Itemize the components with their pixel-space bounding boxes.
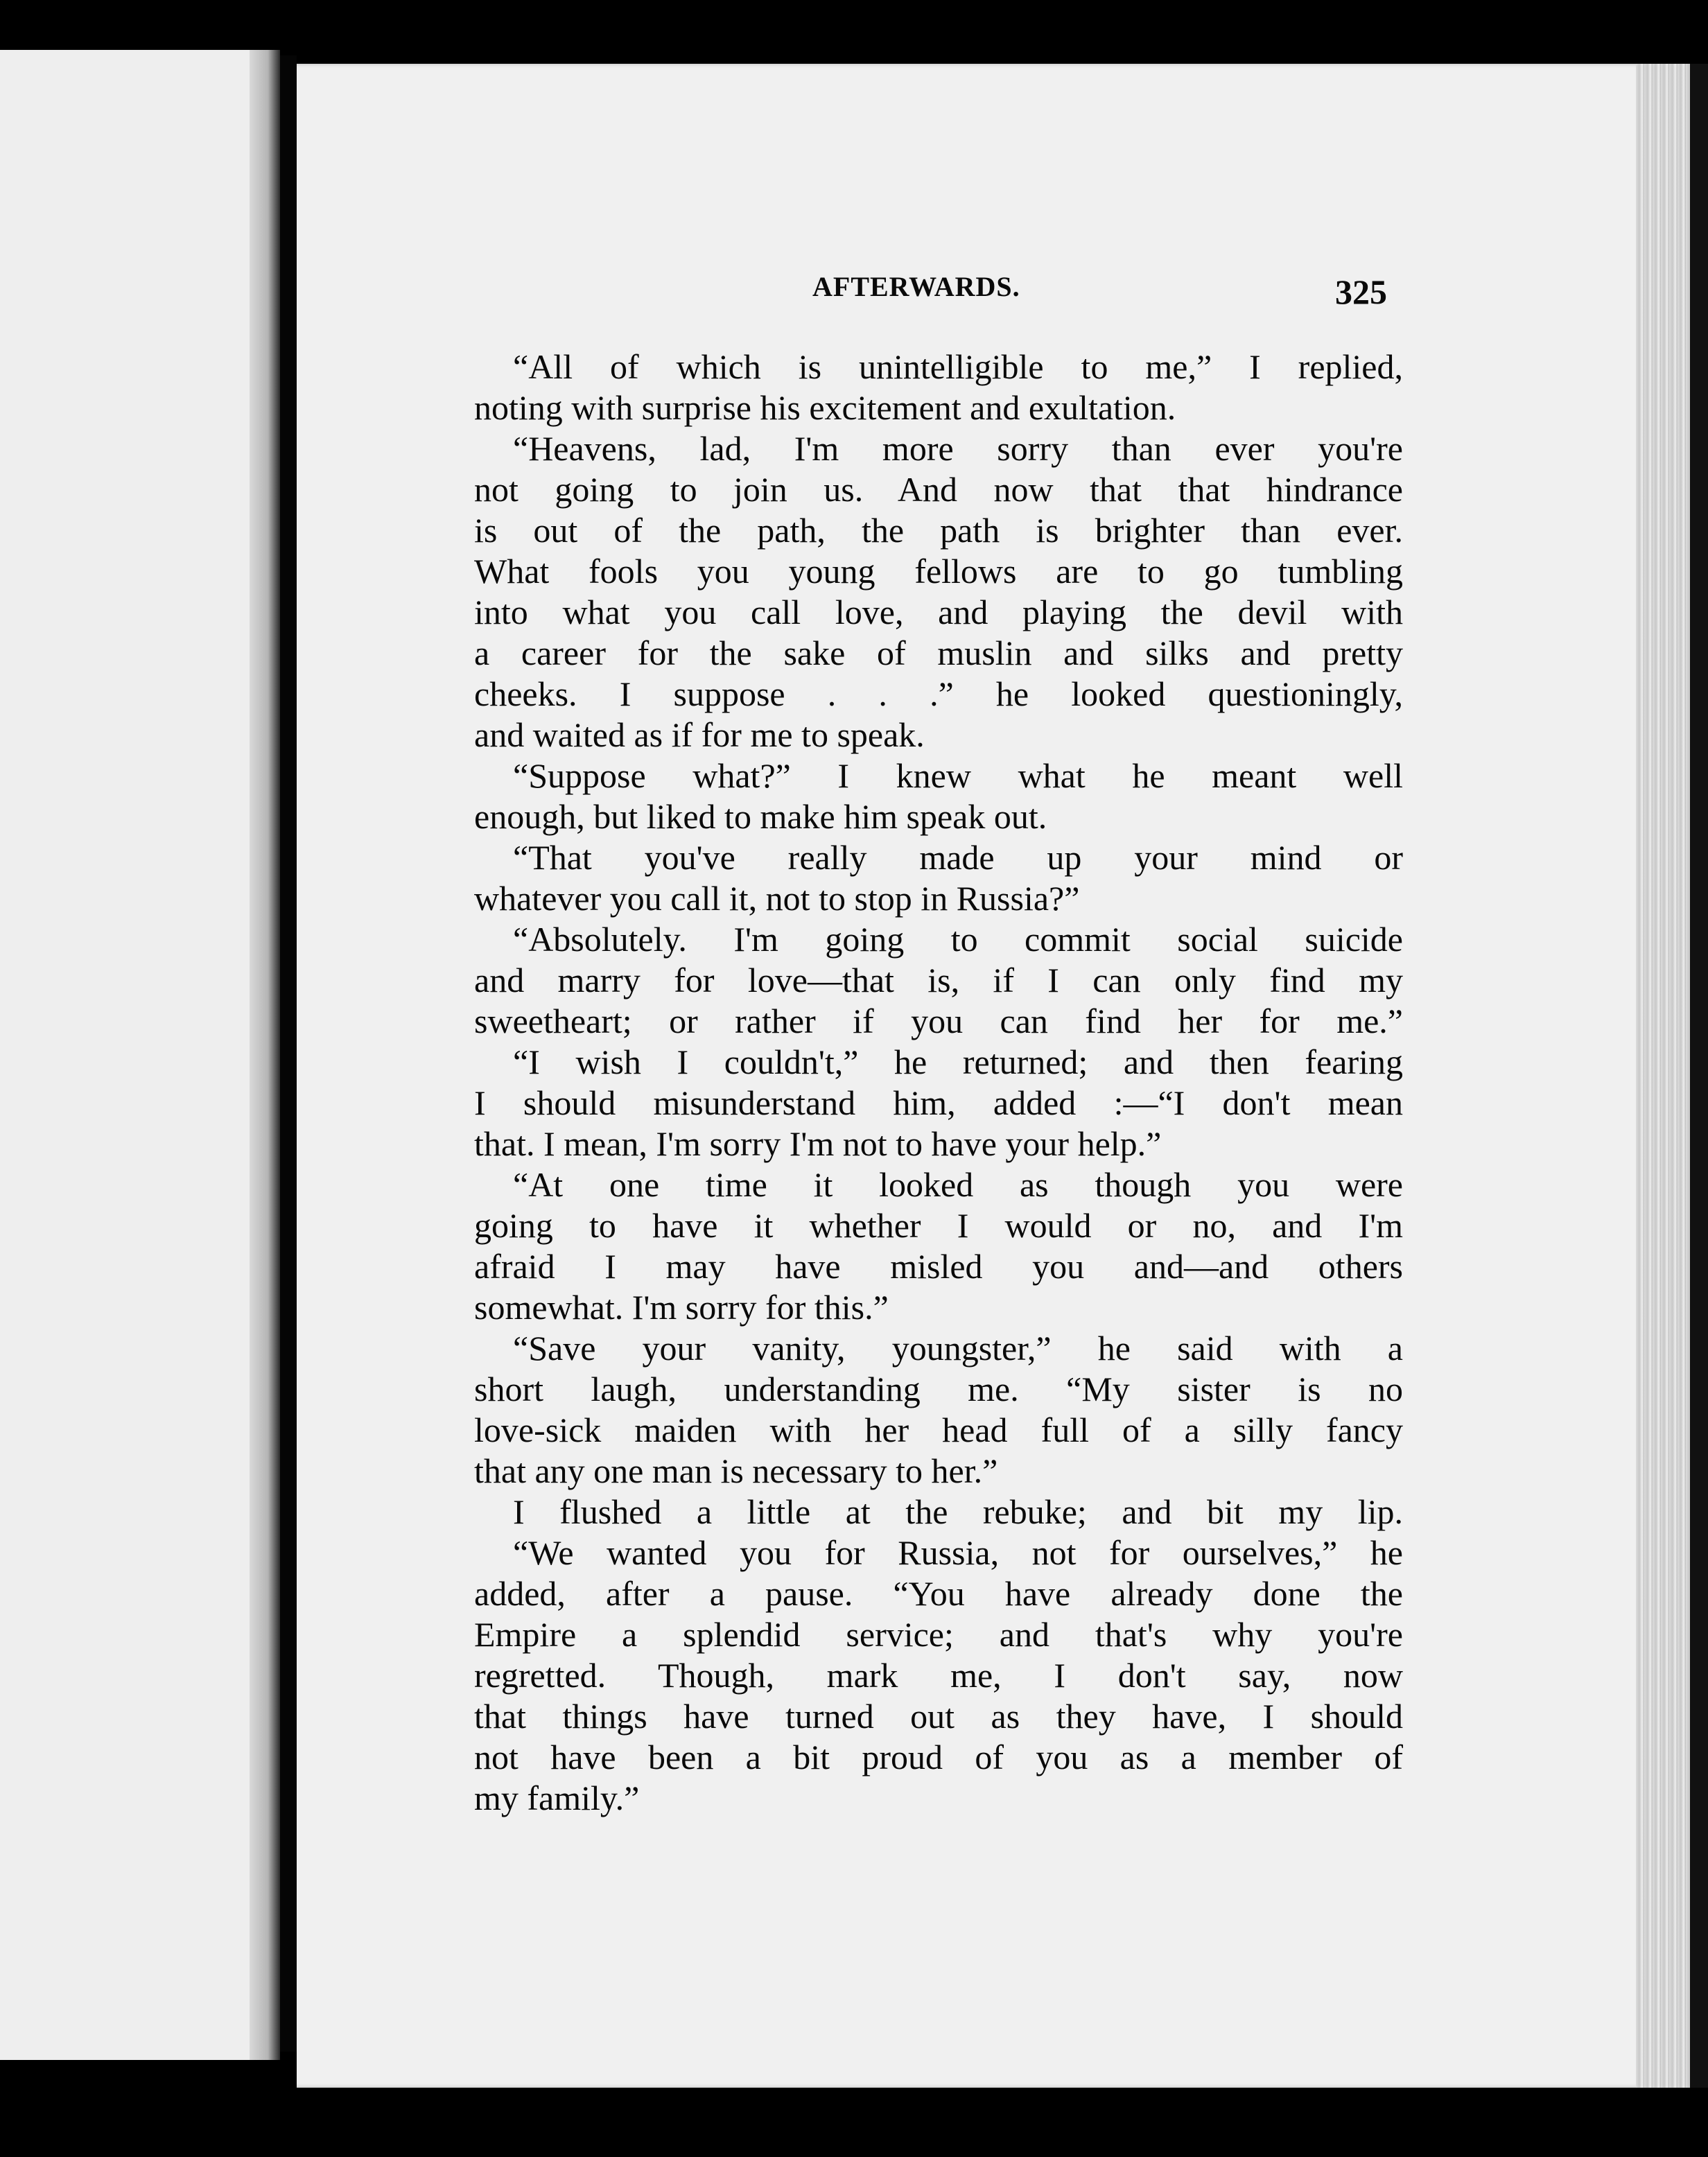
text-line: “All of which is unintelligible to me,” I replied, [513, 347, 1403, 386]
text-line: “At one time it looked as though you were [513, 1165, 1403, 1204]
text-line: I should misunderstand him, added :—“I don't mean [474, 1083, 1403, 1122]
text-line: “Absolutely. I'm going to commit social suicide [513, 920, 1403, 959]
text-line: I flushed a little at the rebuke; and bit my lip. [513, 1492, 1403, 1531]
text-line: afraid I may have misled you and—and others [474, 1247, 1403, 1286]
page-number: 325 [1335, 272, 1387, 311]
book-gutter [280, 55, 297, 2052]
text-line: added, after a pause. “You have already done the [474, 1574, 1403, 1613]
text-line: a career for the sake of muslin and silks and pretty [474, 634, 1403, 672]
text-line: “Suppose what?” I knew what he meant well [513, 756, 1403, 795]
previous-page-edge [250, 50, 280, 2060]
scan-right-border [1690, 64, 1708, 2088]
text-line: short laugh, understanding me. “My sister is no [474, 1370, 1403, 1408]
text-line: not going to join us. And now that that hindrance [474, 470, 1403, 509]
text-line: whatever you call it, not to stop in Russia?” [474, 879, 1080, 918]
text-line: “Heavens, lad, I'm more sorry than ever you're [513, 429, 1403, 468]
text-line: that things have turned out as they have, I should [474, 1697, 1403, 1736]
text-line: “Save your vanity, youngster,” he said with a [513, 1329, 1403, 1368]
text-line: “We wanted you for Russia, not for ourselves,” he [513, 1533, 1403, 1572]
previous-page-fragment [0, 50, 276, 2060]
running-head: AFTERWARDS. [812, 271, 1020, 302]
page-stack-edges [1636, 64, 1690, 2088]
text-line: somewhat. I'm sorry for this.” [474, 1288, 889, 1327]
text-line: and waited as if for me to speak. [474, 715, 925, 754]
page-body-text [474, 347, 1403, 1819]
text-line: regretted. Though, mark me, I don't say, now [474, 1656, 1403, 1695]
text-line: “I wish I couldn't,” he returned; and then fearing [513, 1042, 1403, 1081]
text-line: that any one man is necessary to her.” [474, 1451, 998, 1490]
text-line: noting with surprise his excitement and exultation. [474, 388, 1176, 427]
text-line: enough, but liked to make him speak out. [474, 797, 1047, 836]
text-line: my family.” [474, 1779, 640, 1817]
scan-bottom-border [0, 2088, 1708, 2157]
text-line: going to have it whether I would or no, and I'm [474, 1206, 1403, 1245]
previous-page-text [0, 50, 90, 2060]
text-line: “That you've really made up your mind or [513, 838, 1403, 877]
text-line: Empire a splendid service; and that's why you're [474, 1615, 1403, 1654]
text-line: sweetheart; or rather if you can find her for me.” [474, 1002, 1403, 1040]
text-line: is out of the path, the path is brighter than ever. [474, 511, 1403, 550]
text-line: cheeks. I suppose . . .” he looked questioningly, [474, 674, 1403, 713]
text-line: and marry for love—that is, if I can only find my [474, 961, 1403, 999]
text-line: not have been a bit proud of you as a member of [474, 1738, 1403, 1776]
text-line: What fools you young fellows are to go tumbling [474, 552, 1403, 591]
text-line: love-sick maiden with her head full of a silly fancy [474, 1411, 1403, 1449]
text-line: into what you call love, and playing the devil with [474, 593, 1403, 631]
text-line: that. I mean, I'm sorry I'm not to have your help.” [474, 1124, 1162, 1163]
